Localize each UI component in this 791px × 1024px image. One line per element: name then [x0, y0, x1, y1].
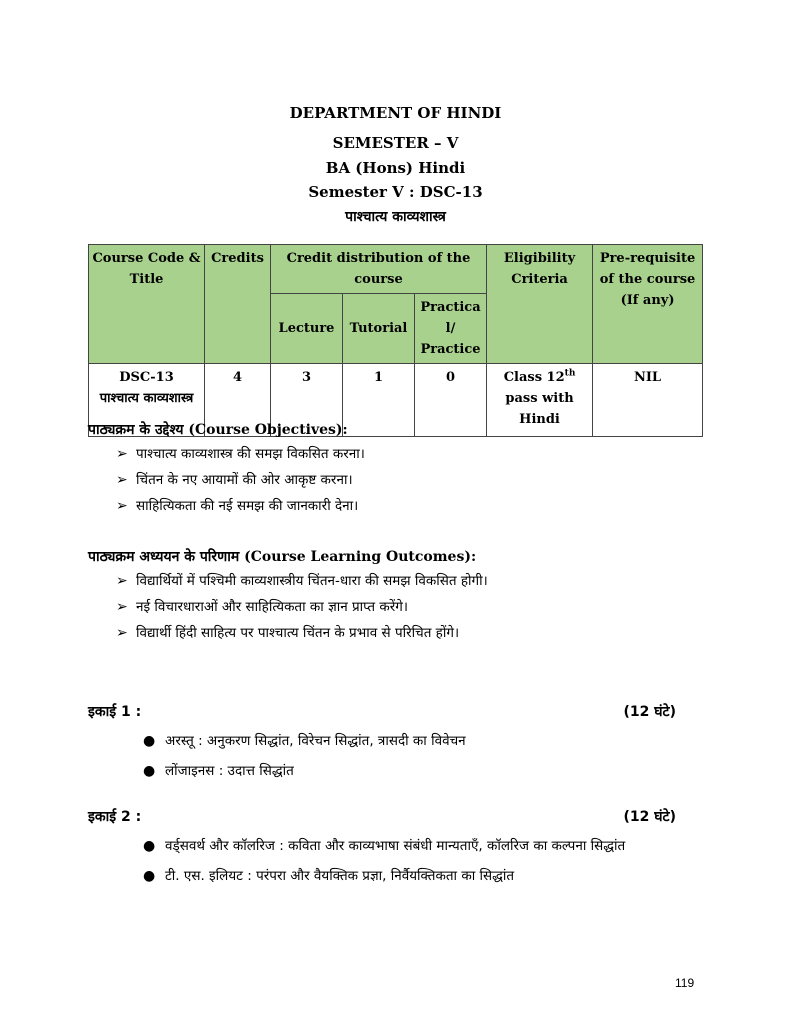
cell-lecture: 3: [271, 364, 343, 437]
eligibility-class: Class 12: [503, 370, 565, 385]
list-item: ● टी. एस. इलियट : परंपरा और वैयक्तिक प्रज्ञा, निर्वैयक्तिकता का सिद्धांत: [143, 861, 625, 891]
eligibility-rest: pass with Hindi: [505, 391, 574, 427]
list-item: ➢ विद्यार्थियों में पश्चिमी काव्यशास्त्रीय चिंतन-धारा की समझ विकसित होगी।: [116, 568, 488, 594]
header-eligibility: Eligibility Criteria: [487, 245, 593, 364]
unit-1-heading: [88, 702, 676, 721]
list-item: ➢ नई विचारधाराओं और साहित्यिकता का ज्ञान प्राप्त करेंगे।: [116, 594, 488, 620]
bullet-dot-icon: ●: [143, 733, 156, 749]
arrow-bullet-icon: ➢: [116, 573, 128, 589]
arrow-bullet-icon: ➢: [116, 446, 128, 462]
unit-2-heading: [88, 807, 676, 826]
outcomes-heading-hindi: पाठ्यक्रम अध्ययन के परिणाम: [88, 549, 240, 565]
unit-2-label: इकाई 2 :: [88, 809, 142, 825]
header-credits: Credits: [205, 245, 271, 364]
programme-heading: BA (Hons) Hindi: [325, 159, 466, 177]
course-title: पाश्चात्य काव्यशास्त्र: [99, 391, 194, 406]
cell-tutorial: 1: [343, 364, 415, 437]
bullet-dot-icon: ●: [143, 868, 156, 884]
header-credit-distribution: Credit distribution of the course: [271, 245, 487, 294]
header-course-code: Course Code & Title: [89, 245, 205, 364]
cell-eligibility: [487, 364, 593, 437]
header-tutorial: Tutorial: [343, 294, 415, 364]
unit-1-hours: (12 घंटे): [623, 704, 676, 720]
list-item: ➢ पाश्चात्य काव्यशास्त्र की समझ विकसित करना।: [116, 441, 365, 467]
list-item: ● अरस्तू : अनुकरण सिद्धांत, विरेचन सिद्धांत, त्रासदी का विवेचन: [143, 726, 466, 756]
list-item: ➢ चिंतन के नए आयामों की ओर आकृष्ट करना।: [116, 467, 365, 493]
bullet-dot-icon: ●: [143, 838, 156, 854]
unit-2-list: [143, 831, 625, 891]
arrow-bullet-icon: ➢: [116, 498, 128, 514]
cell-practical: 0: [415, 364, 487, 437]
unit-2-hours: (12 घंटे): [623, 809, 676, 825]
bullet-dot-icon: ●: [143, 763, 156, 779]
paper-title-heading: पाश्चात्य काव्यशास्त्र: [345, 209, 446, 225]
outcomes-heading-english: (Course Learning Outcomes):: [244, 549, 477, 565]
outcomes-list: [116, 568, 488, 646]
arrow-bullet-icon: ➢: [116, 625, 128, 641]
objectives-heading-hindi: पाठ्यक्रम के उद्देश्य: [88, 422, 184, 438]
page-number: 119: [675, 976, 695, 990]
objectives-heading: [88, 420, 348, 439]
course-details-table: [88, 244, 703, 437]
header-prerequisite: Pre-requisite of the course (If any): [593, 245, 703, 364]
outcomes-heading: [88, 547, 476, 566]
cell-credits: 4: [205, 364, 271, 437]
objectives-list: [116, 441, 365, 519]
list-item: ● लोंजाइनस : उदात्त सिद्धांत: [143, 756, 466, 786]
arrow-bullet-icon: ➢: [116, 599, 128, 615]
course-code: DSC-13: [119, 370, 174, 385]
arrow-bullet-icon: ➢: [116, 472, 128, 488]
list-item: ➢ साहित्यिकता की नई समझ की जानकारी देना।: [116, 493, 365, 519]
header-lecture: Lecture: [271, 294, 343, 364]
paper-code-heading: Semester V : DSC-13: [308, 183, 483, 201]
unit-1-list: [143, 726, 466, 786]
unit-1-label: इकाई 1 :: [88, 704, 142, 720]
cell-prerequisite: NIL: [593, 364, 703, 437]
list-item: ● वर्ड्सवर्थ और कॉलरिज : कविता और काव्यभाषा संबंधी मान्यताएँ, कॉलरिज का कल्पना सिद्धांत: [143, 831, 625, 861]
eligibility-superscript: th: [564, 368, 576, 379]
department-heading: DEPARTMENT OF HINDI: [289, 104, 502, 122]
header-practical: Practical/ Practice: [415, 294, 487, 364]
list-item: ➢ विद्यार्थी हिंदी साहित्य पर पाश्चात्य चिंतन के प्रभाव से परिचित होंगे।: [116, 620, 488, 646]
semester-heading: SEMESTER – V: [332, 134, 459, 152]
objectives-heading-english: (Course Objectives):: [188, 422, 348, 438]
